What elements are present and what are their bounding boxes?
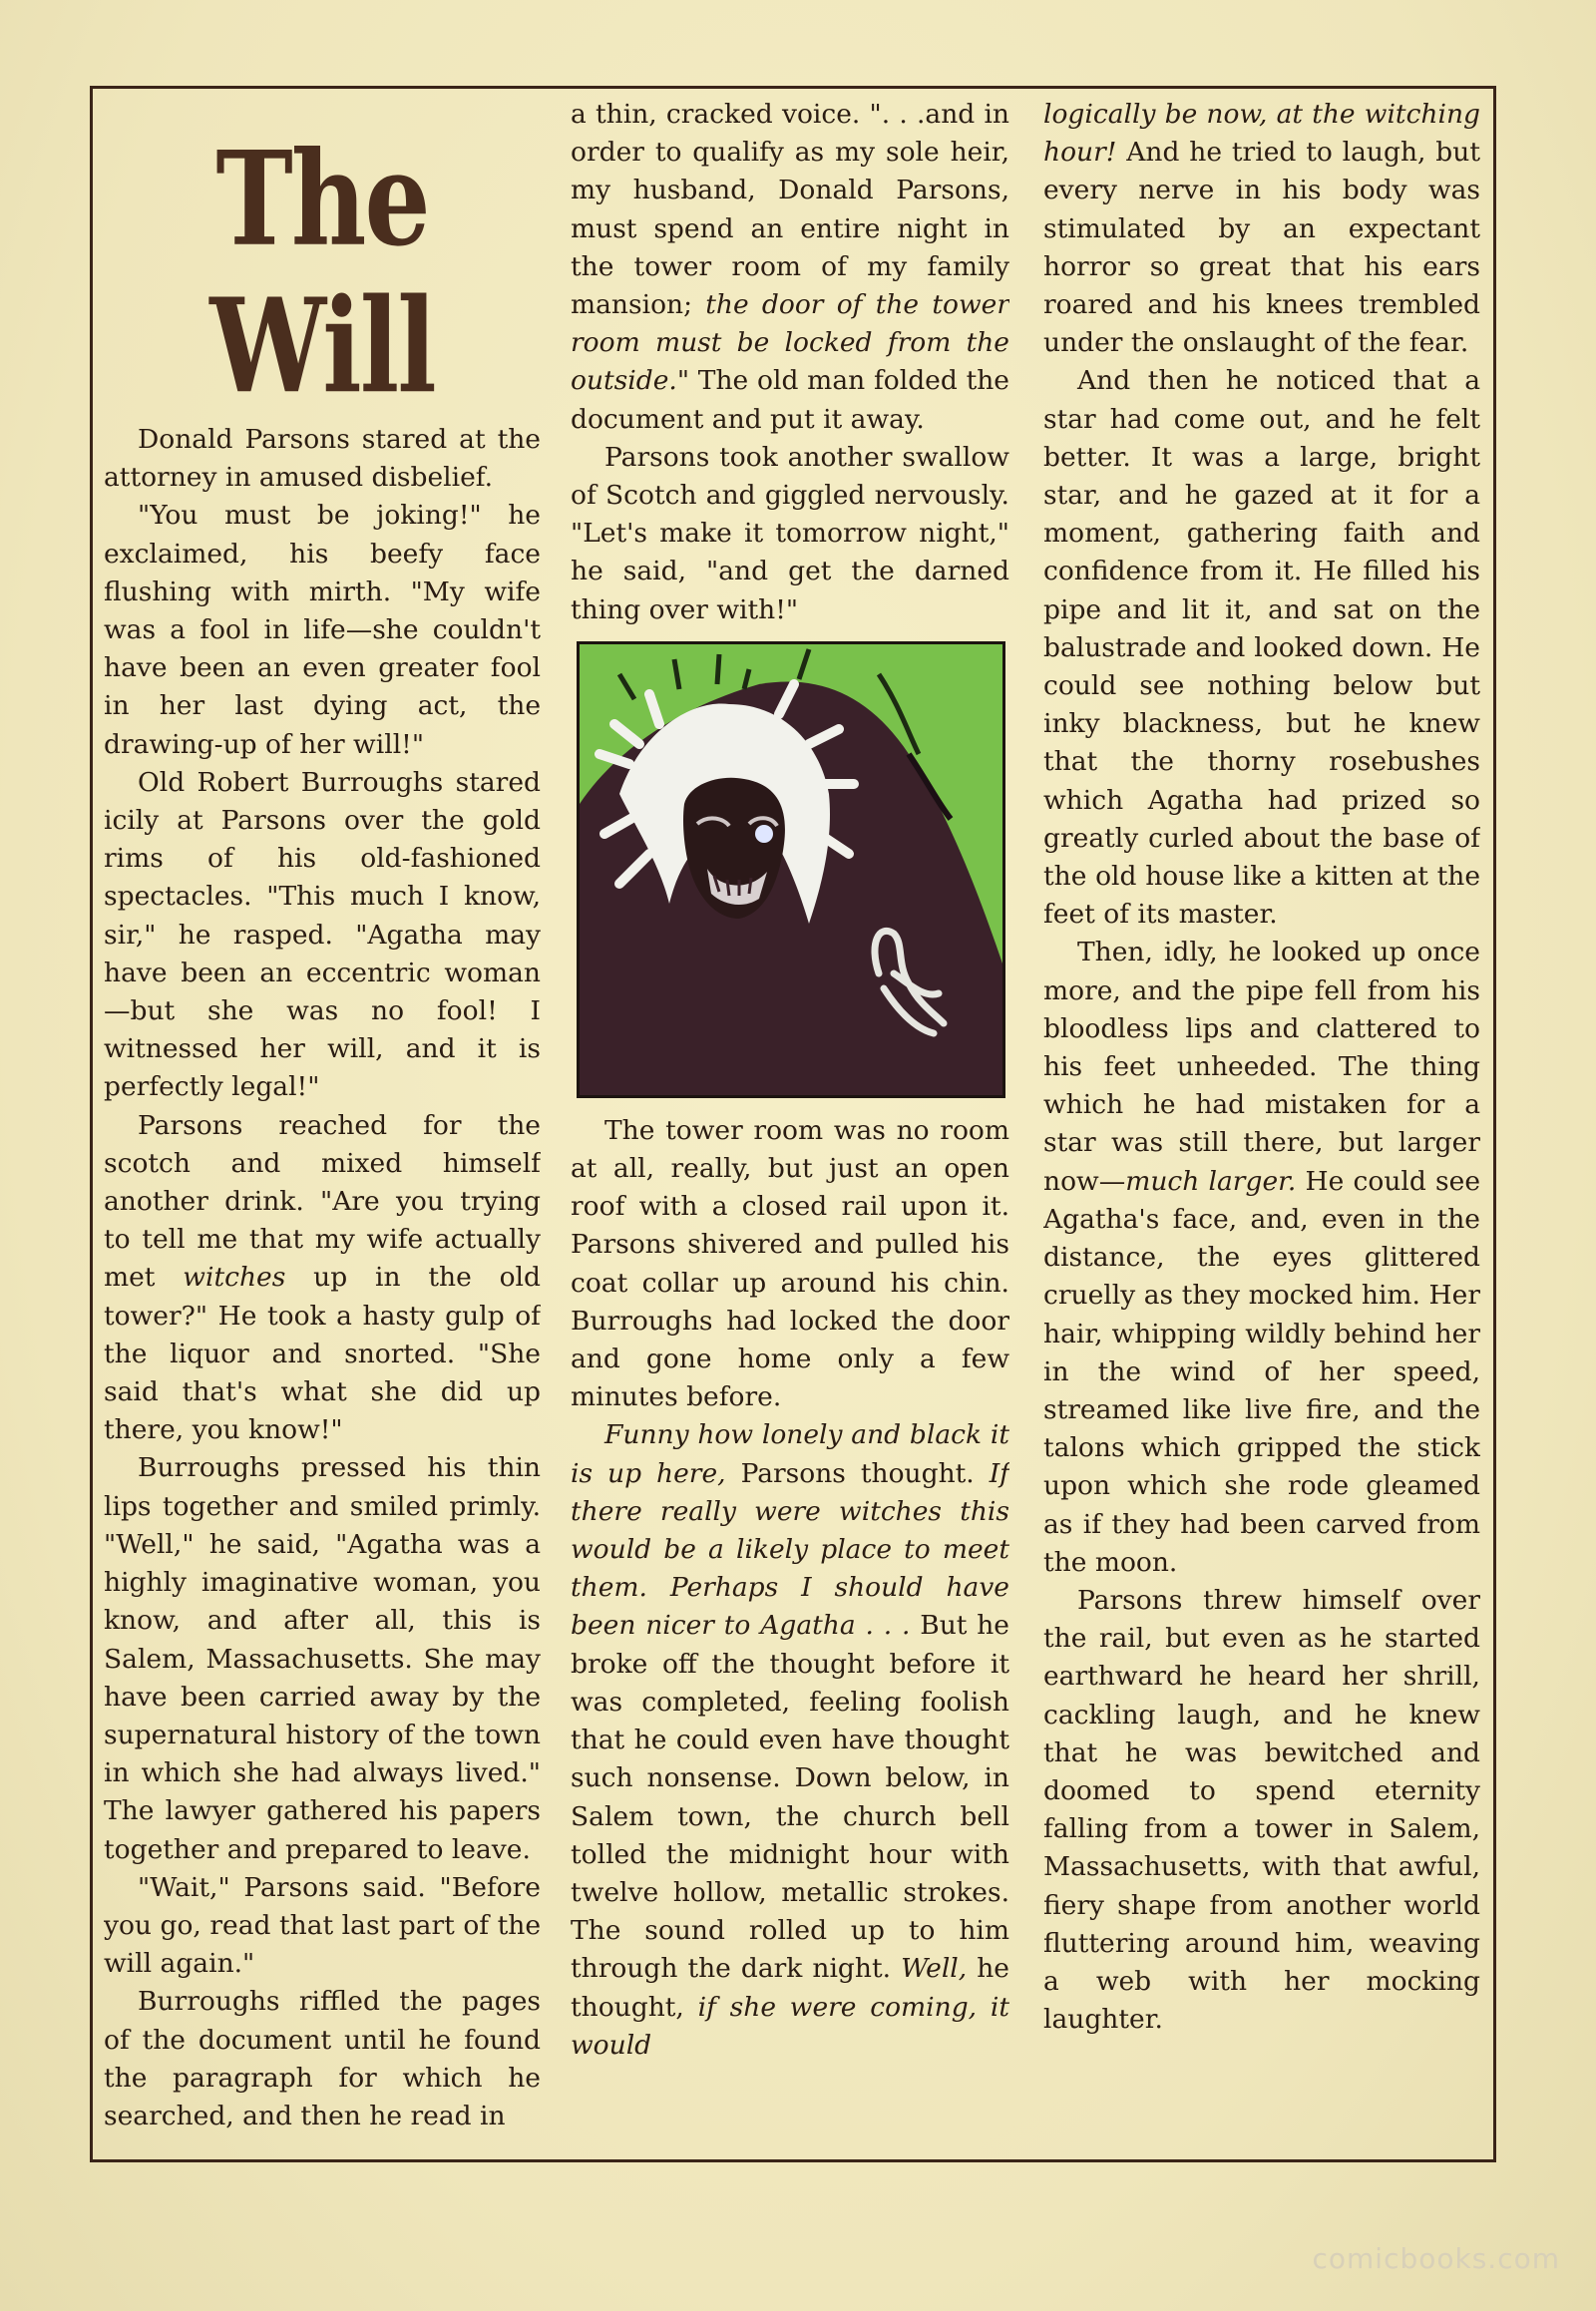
italic-text: Well, <box>901 1953 968 1985</box>
paragraph <box>1043 934 1480 1581</box>
paragraph: Donald Parsons stared at the attorney in amused disbelief. <box>104 424 541 494</box>
text-run: a thin, cracked voice. ". . .and in order to qualify as my sole heir, my husband, Donald Parsons, must spend an entire night in the tower room of my family mansion; <box>571 99 1009 321</box>
paragraph: "You must be joking!" he exclaimed, his beefy face flushing with mirth. "My wife was a fool in life—she couldn't have been an even greater fool in her last dying act, the drawing-up of her will!" <box>104 500 541 760</box>
paragraph <box>1043 96 1480 362</box>
paragraph: Parsons took another swallow of Scotch and giggled nervously. "Let's make it tomorrow night," he said, "and get the darned thing over with!" <box>571 441 1009 625</box>
paragraph <box>571 96 1009 439</box>
paragraph: Burroughs riffled the pages of the document until he found the paragraph for which he searched, and then he read in <box>104 1986 541 2130</box>
italic-text: If there really were witches this would be a likely place to meet them. Perhaps I should have been nicer to Agatha . . . <box>571 1457 1009 1642</box>
paragraph: Old Robert Burroughs stared icily at Parsons over the gold rims of his old-fashioned spectacles. "This much I know, sir," he rasped. "Agatha may have been an eccentric woman —but she was no fool! I witnessed her will, and it is perfectly legal!" <box>104 766 541 1103</box>
paragraph: And then he noticed that a star had come out, and he felt better. It was a large, bright star, and he gazed at it for a moment, gathering faith and confidence from it. He filled his pipe and lit it, and sat on the balustrade and looked down. He could see nothing below but inky blackness, but he knew that the thorny rosebushes which Agatha had prized so greatly curled about the base of the old house like a kitten at the feet of its master. <box>1043 365 1480 931</box>
text-run: Parsons reached for the scotch and mixed himself another drink. "Are you trying to tell me that my wife actually met <box>104 1109 541 1294</box>
paragraph: Parsons threw himself over the rail, but even as he started earthward he heard her shrill, cackling laugh, and he knew that he was bewitched and doomed to spend eternity falling from a tower in Salem, Massachusetts, with that awful, fiery shape from another world fluttering around him, weaving a web with her mocking laughter. <box>1043 1584 1480 2036</box>
paragraph <box>104 1107 541 1450</box>
site-watermark: comicbooks.com <box>1312 2242 1560 2275</box>
italic-text: if she were coming, it would <box>571 1991 1009 2061</box>
italic-text: witches <box>183 1262 286 1294</box>
column-3 <box>1043 96 1480 2130</box>
italic-text: the door of the tower room must be locked from the outside. <box>571 289 1009 397</box>
column-2 <box>571 96 1009 2130</box>
italic-text: logically be now, at the witching hour! <box>1043 99 1480 169</box>
text-run: he thought, <box>571 1953 1009 2023</box>
paragraph: "Wait," Parsons said. "Before you go, read that last part of the will again." <box>104 1871 541 1980</box>
italic-text: Funny how lonely and black it is up here, <box>571 1419 1009 1489</box>
story-title: The Will <box>209 122 435 423</box>
text-run: Parsons thought. <box>740 1457 975 1489</box>
italic-text: much larger. <box>1125 1165 1297 1197</box>
paragraph: The tower room was no room at all, really, but just an open roof with a closed rail upon it. Parsons shivered and pulled his coat collar up around his chin. Burroughs had locked the door and gone home only a few minutes before. <box>571 1114 1009 1413</box>
paragraph: Burroughs pressed his thin lips together and smiled primly. "Well," he said, "Agatha was a highly imaginative woman, you know, and after all, this is Salem, Massachusetts. She may have been carried away by the supernatural history of the town in which she had always lived." The lawyer gathered his papers together and prepared to leave. <box>104 1452 541 1865</box>
text-run: Then, idly, he looked up once more, and the pipe fell from his bloodless lips and clattered to his feet unheeded. The thing which he had mistaken for a star was still there, but larger now— <box>1043 937 1480 1197</box>
paragraph <box>571 1416 1009 2064</box>
witch-face-illustration-icon <box>580 644 1002 1095</box>
text-run: And he tried to laugh, but every nerve in his body was stimulated by an expectant horror so great that his ears roared and his knees trembled under the onslaught of the fear. <box>1043 137 1480 359</box>
text-run: But he broke off the thought before it was completed, feeling foolish that he could even have thought such nonsense. Down below, in Salem town, the church bell tolled the midnight hour with twelve hollow, metallic strokes. The sound rolled up to him through the dark night. <box>571 1610 1009 1985</box>
text-run: He could see Agatha's face, and, even in the distance, the eyes glittered cruelly as they mocked him. Her hair, whipping wildly behind her in the wind of her speed, streamed like live fire, and the talons which gripped the stick upon which she rode gleamed as if they had been carved from the moon. <box>1043 1165 1480 1578</box>
witch-illustration-panel <box>577 641 1005 1098</box>
text-run: " The old man folded the document and put it away. <box>571 365 1009 435</box>
column-1 <box>104 96 541 2130</box>
text-run: up in the old tower?" He took a hasty gulp of the liquor and snorted. "She said that's what she did up there, you know!" <box>104 1262 541 1446</box>
